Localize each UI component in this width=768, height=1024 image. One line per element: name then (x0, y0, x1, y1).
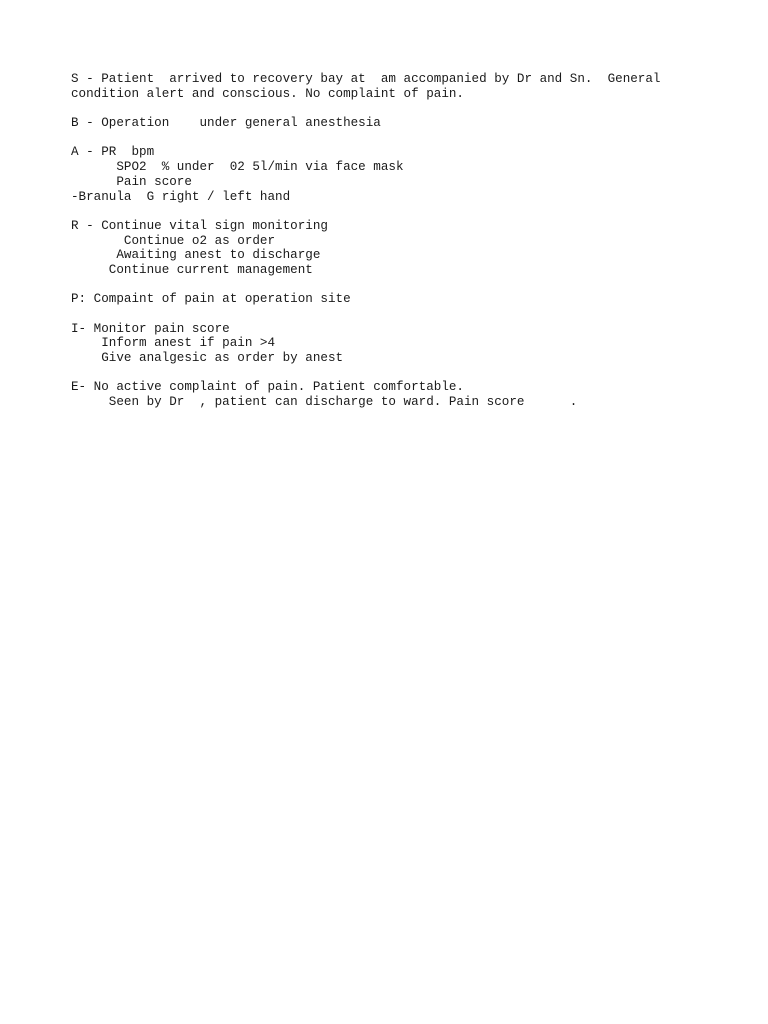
assessment-line: Pain score (71, 174, 192, 189)
intervention-line: Inform anest if pain >4 (71, 336, 276, 351)
background-line: B - Operation under general anesthesia (71, 116, 381, 131)
assessment-line: -Branula G right / left hand (71, 189, 291, 204)
situation-line: condition alert and conscious. No complaint of pain. (71, 86, 464, 101)
assessment-section (71, 145, 711, 204)
recommendation-line: Continue o2 as order (71, 233, 276, 248)
intervention-line: I- Monitor pain score (71, 321, 230, 336)
evaluation-section (71, 380, 711, 409)
spacer (71, 204, 711, 219)
spacer (71, 278, 711, 293)
spacer (71, 366, 711, 381)
recommendation-line: R - Continue vital sign monitoring (71, 218, 328, 233)
problem-line: P: Compaint of pain at operation site (71, 292, 351, 307)
evaluation-line: E- No active complaint of pain. Patient comfortable. (71, 380, 464, 395)
recommendation-line: Continue current management (71, 262, 313, 277)
intervention-section (71, 322, 711, 366)
problem-section (71, 292, 711, 307)
recommendation-line: Awaiting anest to discharge (71, 248, 321, 263)
intervention-line: Give analgesic as order by anest (71, 351, 344, 366)
background-section (71, 116, 711, 131)
situation-line: S - Patient arrived to recovery bay at am accompanied by Dr and Sn. General (71, 72, 661, 86)
assessment-line: SPO2 % under 02 5l/min via face mask (71, 160, 404, 175)
spacer (71, 101, 711, 116)
spacer (71, 131, 711, 146)
nursing-note-document (71, 72, 711, 410)
situation-section (71, 72, 711, 101)
assessment-line: A - PR bpm (71, 145, 155, 160)
recommendation-section (71, 219, 711, 278)
evaluation-line: Seen by Dr , patient can discharge to ward. Pain score . (71, 395, 578, 410)
spacer (71, 307, 711, 322)
